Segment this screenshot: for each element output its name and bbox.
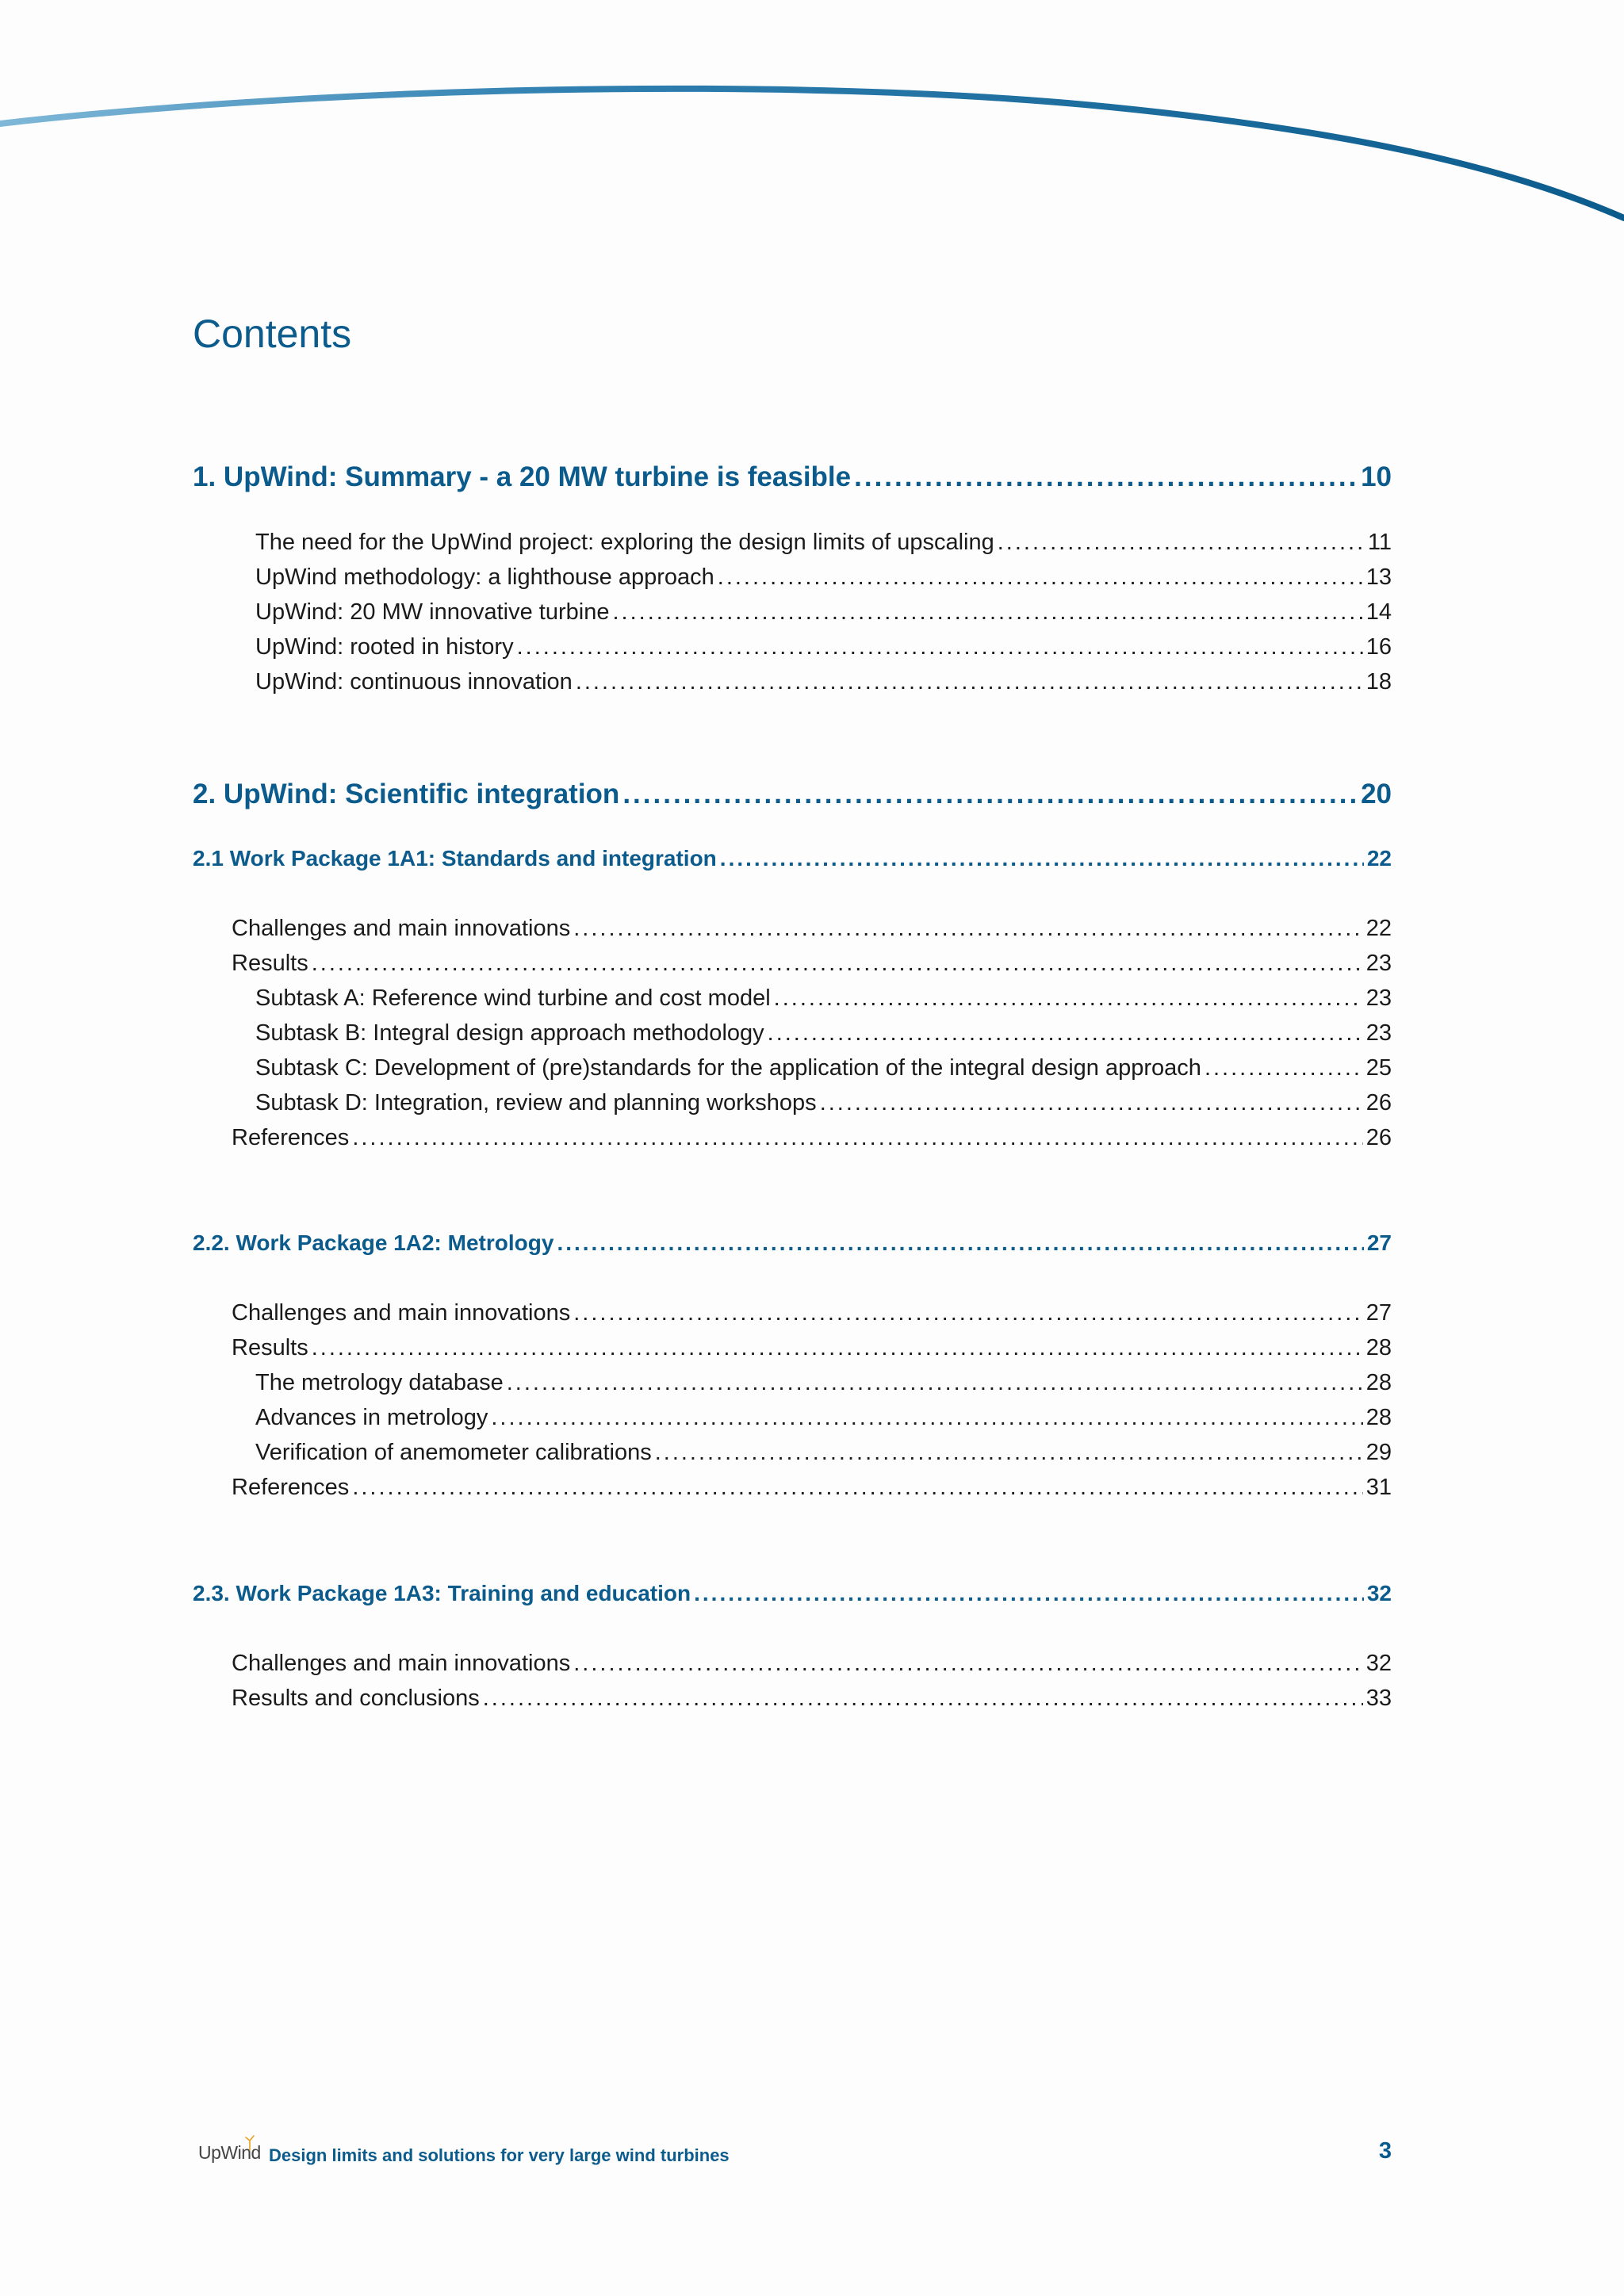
toc-page-number: 25 xyxy=(1365,1055,1392,1081)
toc-entry[interactable] xyxy=(193,1055,1392,1081)
toc-label: References xyxy=(232,1125,350,1150)
dot-leader xyxy=(820,1090,1363,1116)
toc-label: Results xyxy=(232,951,308,976)
toc-entry[interactable] xyxy=(193,1405,1392,1431)
toc-entry[interactable] xyxy=(193,1335,1392,1361)
dot-leader xyxy=(768,1020,1363,1047)
dot-leader xyxy=(352,1475,1362,1501)
toc-page-number: 13 xyxy=(1365,564,1392,590)
dot-leader xyxy=(483,1686,1363,1712)
toc-label: Subtask A: Reference wind turbine and cost model xyxy=(255,985,771,1011)
decorative-arc xyxy=(0,0,1624,254)
toc-label: The metrology database xyxy=(255,1370,504,1395)
dot-leader xyxy=(612,599,1362,626)
dot-leader xyxy=(352,1125,1362,1151)
toc-entry[interactable] xyxy=(193,1300,1392,1326)
turbine-spark-icon xyxy=(244,2134,255,2152)
dot-leader xyxy=(312,1335,1363,1361)
toc-page-number: 27 xyxy=(1365,1300,1392,1326)
toc-label: UpWind: 20 MW innovative turbine xyxy=(255,599,610,625)
footer-title: Design limits and solutions for very large wind turbines xyxy=(269,2145,730,2165)
toc-label: References xyxy=(232,1475,350,1500)
toc-entry[interactable] xyxy=(193,1686,1392,1712)
dot-leader xyxy=(854,461,1358,493)
dot-leader xyxy=(507,1370,1363,1396)
toc-entry[interactable] xyxy=(193,1475,1392,1501)
toc-label: Results and conclusions xyxy=(232,1686,480,1711)
dot-leader xyxy=(622,779,1358,810)
toc-entry[interactable] xyxy=(193,634,1392,660)
toc-label: Advances in metrology xyxy=(255,1405,488,1430)
toc-page-number: 28 xyxy=(1365,1405,1392,1430)
dot-leader xyxy=(573,1651,1363,1677)
toc-page-number: 33 xyxy=(1365,1686,1392,1711)
toc-label: 2.1 Work Package 1A1: Standards and integration xyxy=(193,846,717,871)
dot-leader xyxy=(720,846,1364,871)
toc-page-number: 32 xyxy=(1366,1581,1392,1605)
toc-label: Challenges and main innovations xyxy=(232,1300,571,1326)
toc-page-number: 10 xyxy=(1361,461,1392,492)
toc-page-number: 14 xyxy=(1365,599,1392,625)
toc-label: Subtask C: Development of (pre)standards for the application of the integral design approach xyxy=(255,1055,1201,1081)
toc-page-number: 23 xyxy=(1365,985,1392,1011)
toc-entry[interactable] xyxy=(193,1125,1392,1151)
dot-leader xyxy=(557,1230,1363,1256)
toc-heading[interactable] xyxy=(193,1581,1392,1606)
toc-label: Subtask B: Integral design approach methodology xyxy=(255,1020,764,1046)
dot-leader xyxy=(1205,1055,1363,1081)
toc-entry[interactable] xyxy=(193,1440,1392,1466)
toc-label: 2.2. Work Package 1A2: Metrology xyxy=(193,1230,554,1255)
toc-page-number: 26 xyxy=(1365,1125,1392,1150)
toc-heading[interactable] xyxy=(193,1230,1392,1256)
toc-page-number: 32 xyxy=(1365,1651,1392,1676)
dot-leader xyxy=(998,530,1365,556)
logo-text: UpWind xyxy=(198,2142,261,2163)
dot-leader xyxy=(576,669,1363,695)
toc-label: Results xyxy=(232,1335,308,1360)
toc-entry[interactable] xyxy=(193,985,1392,1012)
toc-entry[interactable] xyxy=(193,1090,1392,1116)
toc-page-number: 29 xyxy=(1365,1440,1392,1465)
toc-label: UpWind: rooted in history xyxy=(255,634,514,660)
toc-entry[interactable] xyxy=(193,1370,1392,1396)
toc-entry[interactable] xyxy=(193,916,1392,942)
dot-leader xyxy=(774,985,1363,1012)
toc-page-number: 23 xyxy=(1365,951,1392,976)
dot-leader xyxy=(517,634,1363,660)
toc-heading[interactable] xyxy=(193,461,1392,493)
toc-entry[interactable] xyxy=(193,669,1392,695)
dot-leader xyxy=(573,916,1363,942)
toc-entry[interactable] xyxy=(193,599,1392,626)
toc-label: 2. UpWind: Scientific integration xyxy=(193,779,620,809)
toc-label: Challenges and main innovations xyxy=(232,916,571,941)
toc-entry[interactable] xyxy=(193,530,1392,556)
toc-label: UpWind: continuous innovation xyxy=(255,669,573,695)
page-number: 3 xyxy=(1378,2138,1392,2164)
toc-page-number: 11 xyxy=(1367,530,1392,555)
dot-leader xyxy=(655,1440,1363,1466)
toc-entry[interactable] xyxy=(193,564,1392,591)
toc-label: 2.3. Work Package 1A3: Training and education xyxy=(193,1581,691,1605)
toc-label: Challenges and main innovations xyxy=(232,1651,571,1676)
toc-page-number: 22 xyxy=(1366,846,1392,871)
toc-page-number: 26 xyxy=(1365,1090,1392,1115)
dot-leader xyxy=(718,564,1363,591)
toc-label: The need for the UpWind project: exploring the design limits of upscaling xyxy=(255,530,994,555)
toc-label: 1. UpWind: Summary - a 20 MW turbine is feasible xyxy=(193,461,852,492)
toc-entry[interactable] xyxy=(193,1020,1392,1047)
toc-label: UpWind methodology: a lighthouse approach xyxy=(255,564,714,590)
toc-page-number: 22 xyxy=(1365,916,1392,941)
toc-entry[interactable] xyxy=(193,951,1392,977)
toc-page-number: 20 xyxy=(1361,779,1392,809)
toc-page-number: 27 xyxy=(1366,1230,1392,1255)
page-title: Contents xyxy=(193,312,352,356)
dot-leader xyxy=(694,1581,1364,1606)
dot-leader xyxy=(312,951,1363,977)
toc-page-number: 18 xyxy=(1365,669,1392,695)
toc-page-number: 16 xyxy=(1365,634,1392,660)
toc-page-number: 23 xyxy=(1365,1020,1392,1046)
dot-leader xyxy=(491,1405,1362,1431)
toc-label: Verification of anemometer calibrations xyxy=(255,1440,652,1465)
toc-label: Subtask D: Integration, review and planning workshops xyxy=(255,1090,817,1115)
dot-leader xyxy=(573,1300,1363,1326)
toc-heading[interactable] xyxy=(193,779,1392,810)
toc-entry[interactable] xyxy=(193,1651,1392,1677)
toc-heading[interactable] xyxy=(193,846,1392,871)
toc-page-number: 31 xyxy=(1365,1475,1392,1500)
toc-page-number: 28 xyxy=(1365,1335,1392,1360)
upwind-logo xyxy=(198,2142,261,2164)
toc-page-number: 28 xyxy=(1365,1370,1392,1395)
